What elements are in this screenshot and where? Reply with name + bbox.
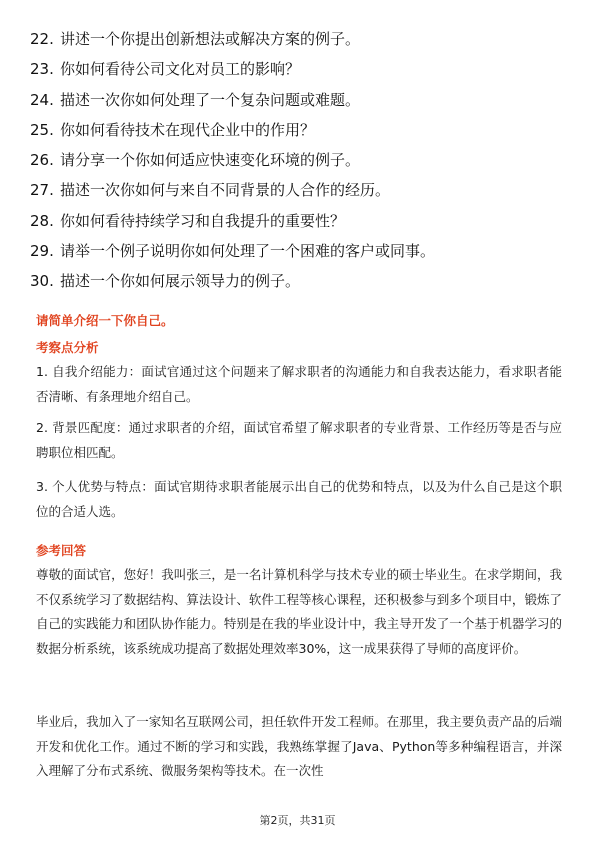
question-list bbox=[30, 24, 570, 297]
question-number: 27. bbox=[30, 181, 54, 200]
question-item bbox=[30, 206, 570, 236]
question-item bbox=[30, 266, 570, 296]
question-heading: 请简单介绍一下你自己。 bbox=[36, 313, 174, 328]
page-footer: 第2页，共31页 bbox=[259, 814, 336, 827]
analysis-point: 2. 背景匹配度：通过求职者的介绍，面试官希望了解求职者的专业背景、工作经历等是否与应聘职位相匹配。 bbox=[36, 420, 562, 460]
question-text: 描述一个你如何展示领导力的例子。 bbox=[60, 272, 301, 291]
question-text: 你如何看待公司文化对员工的影响？ bbox=[60, 60, 301, 79]
analysis-point: 3. 个人优势与特点：面试官期待求职者能展示出自己的优势和特点，以及为什么自己是这个职位的合适人选。 bbox=[36, 479, 562, 519]
question-text: 你如何看待持续学习和自我提升的重要性？ bbox=[60, 211, 346, 230]
question-text: 你如何看待技术在现代企业中的作用？ bbox=[60, 120, 316, 139]
question-item bbox=[30, 236, 570, 266]
question-number: 30. bbox=[30, 272, 54, 291]
question-number: 22. bbox=[30, 30, 54, 48]
question-text: 描述一次你如何与来自不同背景的人合作的经历。 bbox=[60, 181, 391, 200]
question-number: 29. bbox=[30, 242, 54, 261]
question-item bbox=[30, 24, 570, 54]
question-number: 28. bbox=[30, 211, 54, 230]
answer-paragraph: 毕业后，我加入了一家知名互联网公司，担任软件开发工程师。在那里，我主要负责产品的后端开发和优化工作。通过不断的学习和实践，我熟练掌握了Java、Python等多种编程语言，并深入理解了分布式系统、微服务架构等技术。在一次性 bbox=[36, 714, 562, 778]
question-item bbox=[30, 85, 570, 115]
question-text: 讲述一个你提出创新想法或解决方案的例子。 bbox=[60, 30, 361, 48]
answer-paragraph: 尊敬的面试官，您好！我叫张三，是一名计算机科学与技术专业的硕士毕业生。在求学期间，我不仅系统学习了数据结构、算法设计、软件工程等核心课程，还积极参与到多个项目中，锻炼了自己的实践能力和团队协作能力。特别是在我的毕业设计中，我主导开发了一个基于机器学习的数据分析系统，该系统成功提高了数据处理效率30%，这一成果获得了导师的高度评价。 bbox=[36, 567, 562, 656]
question-text: 描述一次你如何处理了一个复杂问题或难题。 bbox=[60, 90, 361, 109]
question-item bbox=[30, 54, 570, 84]
question-number: 23. bbox=[30, 60, 54, 79]
analysis-point: 1. 自我介绍能力：面试官通过这个问题来了解求职者的沟通能力和自我表达能力，看求职者能否清晰、有条理地介绍自己。 bbox=[36, 364, 562, 404]
question-item bbox=[30, 175, 570, 205]
question-item bbox=[30, 115, 570, 145]
question-text: 请举一个例子说明你如何处理了一个困难的客户或同事。 bbox=[60, 242, 436, 261]
question-number: 25. bbox=[30, 120, 54, 139]
question-number: 26. bbox=[30, 151, 54, 170]
question-number: 24. bbox=[30, 90, 54, 109]
answer-heading: 参考回答 bbox=[36, 543, 87, 558]
question-item bbox=[30, 145, 570, 175]
analysis-heading: 考察点分析 bbox=[36, 340, 99, 355]
question-text: 请分享一个你如何适应快速变化环境的例子。 bbox=[60, 151, 361, 170]
